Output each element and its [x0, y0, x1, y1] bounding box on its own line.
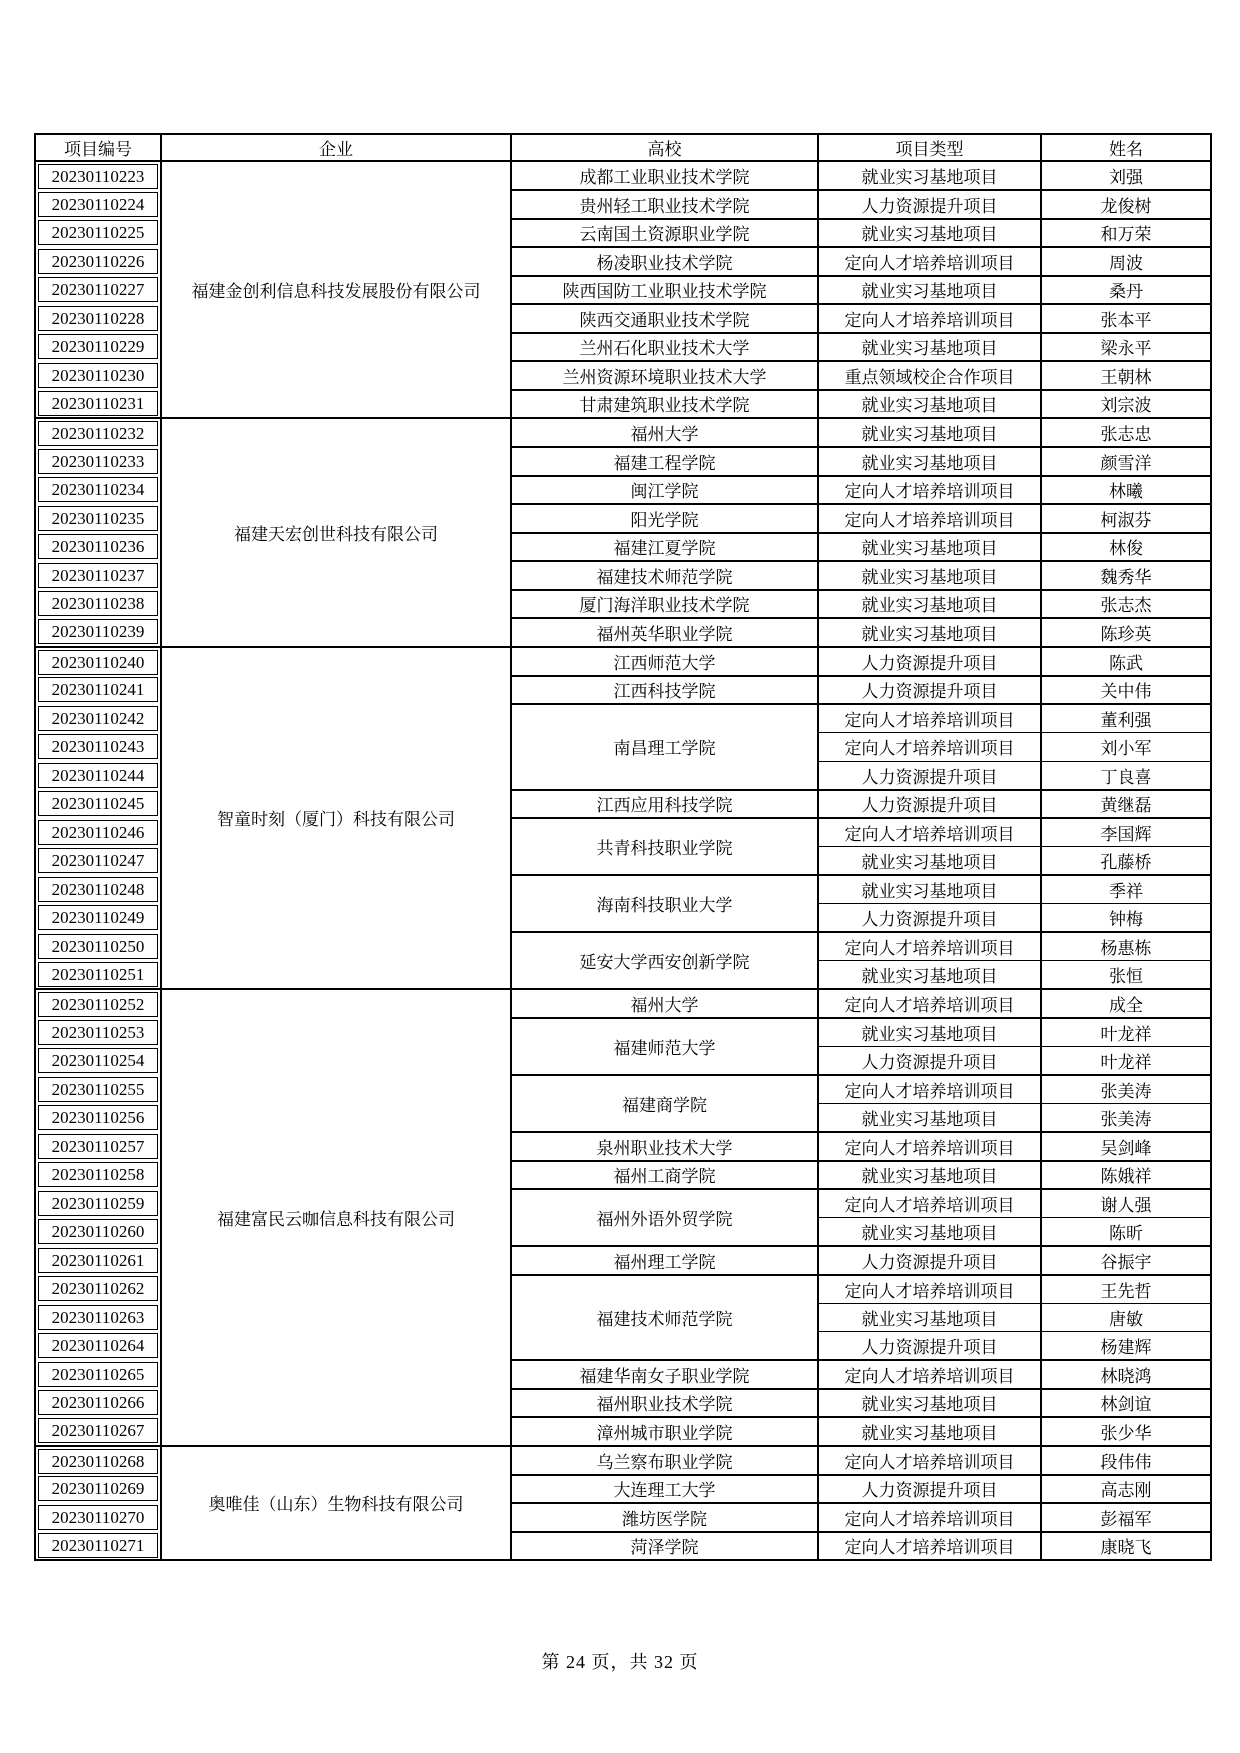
- project-id: 20230110259: [38, 1191, 158, 1216]
- person-name-cell: 刘强: [1041, 161, 1211, 190]
- project-type-cell: 就业实习基地项目: [818, 1161, 1041, 1190]
- project-id-cell: [35, 247, 161, 276]
- project-id: 20230110231: [38, 391, 158, 416]
- project-id-cell: [35, 1047, 161, 1076]
- project-type-cell: 人力资源提升项目: [818, 904, 1041, 933]
- school-cell: 延安大学西安创新学院: [511, 932, 818, 989]
- school-cell: 福州外语外贸学院: [511, 1189, 818, 1246]
- project-id: 20230110263: [38, 1305, 158, 1330]
- column-header: 项目类型: [818, 134, 1041, 161]
- project-id: 20230110243: [38, 734, 158, 759]
- person-name-cell: 杨惠栋: [1041, 932, 1211, 961]
- person-name-cell: 林曦: [1041, 476, 1211, 505]
- project-id: 20230110233: [38, 449, 158, 474]
- project-type-cell: 就业实习基地项目: [818, 1303, 1041, 1332]
- project-id: 20230110245: [38, 791, 158, 816]
- project-type-cell: 就业实习基地项目: [818, 1104, 1041, 1133]
- project-id-cell: [35, 1075, 161, 1104]
- project-id-cell: [35, 1446, 161, 1475]
- project-id: 20230110234: [38, 477, 158, 502]
- person-name-cell: 李国辉: [1041, 818, 1211, 847]
- project-id: 20230110253: [38, 1020, 158, 1045]
- person-name-cell: 陈珍英: [1041, 618, 1211, 647]
- project-id: 20230110258: [38, 1162, 158, 1187]
- project-id: 20230110237: [38, 563, 158, 588]
- project-id-cell: [35, 276, 161, 305]
- project-id-cell: [35, 1417, 161, 1446]
- school-cell: 厦门海洋职业技术学院: [511, 590, 818, 619]
- project-type-cell: 就业实习基地项目: [818, 961, 1041, 990]
- company-cell: 福建富民云咖信息科技有限公司: [161, 989, 511, 1446]
- project-id: 20230110244: [38, 763, 158, 788]
- table-row: [35, 418, 1211, 447]
- project-type-cell: 定向人才培养培训项目: [818, 1503, 1041, 1532]
- project-type-cell: 定向人才培养培训项目: [818, 733, 1041, 762]
- project-id-cell: [35, 904, 161, 933]
- project-id-cell: [35, 1189, 161, 1218]
- person-name-cell: 张美涛: [1041, 1075, 1211, 1104]
- project-id-cell: [35, 704, 161, 733]
- project-id-cell: [35, 219, 161, 248]
- project-id: 20230110232: [38, 421, 158, 446]
- project-id: 20230110255: [38, 1077, 158, 1102]
- person-name-cell: 周波: [1041, 247, 1211, 276]
- project-type-cell: 重点领域校企合作项目: [818, 361, 1041, 390]
- project-type-cell: 定向人才培养培训项目: [818, 304, 1041, 333]
- person-name-cell: 柯淑芬: [1041, 504, 1211, 533]
- project-type-cell: 定向人才培养培训项目: [818, 989, 1041, 1018]
- project-id: 20230110268: [38, 1449, 158, 1474]
- project-type-cell: 就业实习基地项目: [818, 333, 1041, 362]
- project-id-cell: [35, 818, 161, 847]
- person-name-cell: 钟梅: [1041, 904, 1211, 933]
- school-cell: 成都工业职业技术学院: [511, 161, 818, 190]
- school-cell: 菏泽学院: [511, 1532, 818, 1561]
- project-type-cell: 就业实习基地项目: [818, 1018, 1041, 1047]
- person-name-cell: 谢人强: [1041, 1189, 1211, 1218]
- project-id: 20230110229: [38, 334, 158, 359]
- person-name-cell: 段伟伟: [1041, 1446, 1211, 1475]
- project-id-cell: [35, 1132, 161, 1161]
- project-type-cell: 人力资源提升项目: [818, 1332, 1041, 1361]
- project-type-cell: 就业实习基地项目: [818, 447, 1041, 476]
- person-name-cell: 陈昕: [1041, 1218, 1211, 1247]
- project-id-cell: [35, 733, 161, 762]
- project-type-cell: 人力资源提升项目: [818, 190, 1041, 219]
- project-type-cell: 定向人才培养培训项目: [818, 1075, 1041, 1104]
- school-cell: 江西科技学院: [511, 676, 818, 705]
- person-name-cell: 梁永平: [1041, 333, 1211, 362]
- school-cell: 贵州轻工职业技术学院: [511, 190, 818, 219]
- project-id: 20230110260: [38, 1219, 158, 1244]
- table-row: [35, 161, 1211, 190]
- project-type-cell: 就业实习基地项目: [818, 1389, 1041, 1418]
- table-row: [35, 647, 1211, 676]
- school-cell: 云南国土资源职业学院: [511, 219, 818, 248]
- project-type-cell: 就业实习基地项目: [818, 161, 1041, 190]
- person-name-cell: 高志刚: [1041, 1475, 1211, 1504]
- person-name-cell: 王朝林: [1041, 361, 1211, 390]
- project-id: 20230110240: [38, 650, 158, 675]
- company-cell: 智童时刻（厦门）科技有限公司: [161, 647, 511, 990]
- school-cell: 福建江夏学院: [511, 533, 818, 562]
- project-id-cell: [35, 390, 161, 419]
- person-name-cell: 丁良喜: [1041, 761, 1211, 790]
- project-id-cell: [35, 1218, 161, 1247]
- person-name-cell: 林晓鸿: [1041, 1360, 1211, 1389]
- project-id: 20230110228: [38, 306, 158, 331]
- project-id-cell: [35, 161, 161, 190]
- school-cell: 陕西国防工业职业技术学院: [511, 276, 818, 305]
- school-cell: 兰州资源环境职业技术大学: [511, 361, 818, 390]
- column-header: 企业: [161, 134, 511, 161]
- project-id: 20230110248: [38, 877, 158, 902]
- project-id-cell: [35, 561, 161, 590]
- project-id-cell: [35, 533, 161, 562]
- project-type-cell: 人力资源提升项目: [818, 1047, 1041, 1076]
- person-name-cell: 叶龙祥: [1041, 1047, 1211, 1076]
- table-row: [35, 1446, 1211, 1475]
- school-cell: 福州工商学院: [511, 1161, 818, 1190]
- person-name-cell: 魏秀华: [1041, 561, 1211, 590]
- project-id: 20230110270: [38, 1505, 158, 1530]
- project-type-cell: 就业实习基地项目: [818, 533, 1041, 562]
- school-cell: 阳光学院: [511, 504, 818, 533]
- school-cell: 乌兰察布职业学院: [511, 1446, 818, 1475]
- person-name-cell: 彭福军: [1041, 1503, 1211, 1532]
- person-name-cell: 陈娥祥: [1041, 1161, 1211, 1190]
- project-type-cell: 人力资源提升项目: [818, 676, 1041, 705]
- project-type-cell: 就业实习基地项目: [818, 276, 1041, 305]
- person-name-cell: 张少华: [1041, 1417, 1211, 1446]
- column-header: 姓名: [1041, 134, 1211, 161]
- project-id-cell: [35, 961, 161, 990]
- project-type-cell: 就业实习基地项目: [818, 219, 1041, 248]
- school-cell: 大连理工大学: [511, 1475, 818, 1504]
- project-type-cell: 定向人才培养培训项目: [818, 932, 1041, 961]
- person-name-cell: 和万荣: [1041, 219, 1211, 248]
- project-id-cell: [35, 1503, 161, 1532]
- project-id: 20230110251: [38, 962, 158, 987]
- project-id: 20230110266: [38, 1390, 158, 1415]
- project-type-cell: 定向人才培养培训项目: [818, 504, 1041, 533]
- project-id-cell: [35, 590, 161, 619]
- project-id: 20230110224: [38, 192, 158, 217]
- person-name-cell: 谷振宇: [1041, 1246, 1211, 1275]
- project-id-cell: [35, 989, 161, 1018]
- school-cell: 兰州石化职业技术大学: [511, 333, 818, 362]
- person-name-cell: 康晓飞: [1041, 1532, 1211, 1561]
- school-cell: 福建技术师范学院: [511, 1275, 818, 1361]
- project-id: 20230110254: [38, 1048, 158, 1073]
- project-id: 20230110242: [38, 706, 158, 731]
- person-name-cell: 龙俊树: [1041, 190, 1211, 219]
- project-id-cell: [35, 1018, 161, 1047]
- project-id-cell: [35, 361, 161, 390]
- project-id: 20230110264: [38, 1333, 158, 1358]
- project-id: 20230110271: [38, 1533, 158, 1558]
- project-type-cell: 人力资源提升项目: [818, 790, 1041, 819]
- school-cell: 海南科技职业大学: [511, 875, 818, 932]
- project-type-cell: 就业实习基地项目: [818, 875, 1041, 904]
- project-type-cell: 就业实习基地项目: [818, 618, 1041, 647]
- project-id: 20230110223: [38, 164, 158, 189]
- person-name-cell: 季祥: [1041, 875, 1211, 904]
- person-name-cell: 张美涛: [1041, 1104, 1211, 1133]
- projects-table: [34, 133, 1212, 1561]
- project-id: 20230110227: [38, 277, 158, 302]
- school-cell: 福州职业技术学院: [511, 1389, 818, 1418]
- school-cell: 江西应用科技学院: [511, 790, 818, 819]
- project-id-cell: [35, 761, 161, 790]
- project-id: 20230110267: [38, 1418, 158, 1443]
- project-id-cell: [35, 875, 161, 904]
- column-header: 高校: [511, 134, 818, 161]
- school-cell: 福建商学院: [511, 1075, 818, 1132]
- project-id: 20230110257: [38, 1134, 158, 1159]
- project-id-cell: [35, 1303, 161, 1332]
- project-id-cell: [35, 618, 161, 647]
- project-id: 20230110252: [38, 992, 158, 1017]
- project-id-cell: [35, 647, 161, 676]
- project-id: 20230110265: [38, 1362, 158, 1387]
- project-id: 20230110256: [38, 1105, 158, 1130]
- person-name-cell: 黄继磊: [1041, 790, 1211, 819]
- project-id-cell: [35, 190, 161, 219]
- school-cell: 南昌理工学院: [511, 704, 818, 790]
- school-cell: 共青科技职业学院: [511, 818, 818, 875]
- person-name-cell: 叶龙祥: [1041, 1018, 1211, 1047]
- person-name-cell: 孔藤桥: [1041, 847, 1211, 876]
- project-type-cell: 就业实习基地项目: [818, 561, 1041, 590]
- project-id: 20230110235: [38, 506, 158, 531]
- person-name-cell: 张本平: [1041, 304, 1211, 333]
- project-type-cell: 人力资源提升项目: [818, 761, 1041, 790]
- school-cell: 江西师范大学: [511, 647, 818, 676]
- person-name-cell: 刘宗波: [1041, 390, 1211, 419]
- person-name-cell: 唐敏: [1041, 1303, 1211, 1332]
- project-id: 20230110241: [38, 677, 158, 702]
- company-cell: 福建金创利信息科技发展股份有限公司: [161, 161, 511, 418]
- project-type-cell: 就业实习基地项目: [818, 1218, 1041, 1247]
- person-name-cell: 林剑谊: [1041, 1389, 1211, 1418]
- project-type-cell: 就业实习基地项目: [818, 418, 1041, 447]
- project-type-cell: 定向人才培养培训项目: [818, 1532, 1041, 1561]
- project-id-cell: [35, 1275, 161, 1304]
- project-type-cell: 定向人才培养培训项目: [818, 1132, 1041, 1161]
- project-id-cell: [35, 333, 161, 362]
- page-footer: 第 24 页，共 32 页: [541, 1652, 699, 1672]
- project-id-cell: [35, 1532, 161, 1561]
- person-name-cell: 张志忠: [1041, 418, 1211, 447]
- project-type-cell: 就业实习基地项目: [818, 1417, 1041, 1446]
- project-id: 20230110262: [38, 1276, 158, 1301]
- project-id: 20230110238: [38, 591, 158, 616]
- person-name-cell: 颜雪洋: [1041, 447, 1211, 476]
- school-cell: 福建师范大学: [511, 1018, 818, 1075]
- project-id: 20230110250: [38, 934, 158, 959]
- project-id-cell: [35, 304, 161, 333]
- school-cell: 福州英华职业学院: [511, 618, 818, 647]
- person-name-cell: 王先哲: [1041, 1275, 1211, 1304]
- project-id: 20230110247: [38, 848, 158, 873]
- project-id-cell: [35, 1332, 161, 1361]
- project-id-cell: [35, 476, 161, 505]
- column-header: 项目编号: [35, 134, 161, 161]
- project-id: 20230110225: [38, 220, 158, 245]
- school-cell: 福州大学: [511, 418, 818, 447]
- person-name-cell: 关中伟: [1041, 676, 1211, 705]
- project-id-cell: [35, 847, 161, 876]
- project-id: 20230110261: [38, 1248, 158, 1273]
- table-row: [35, 989, 1211, 1018]
- project-type-cell: 定向人才培养培训项目: [818, 818, 1041, 847]
- project-type-cell: 定向人才培养培训项目: [818, 1189, 1041, 1218]
- project-type-cell: 就业实习基地项目: [818, 590, 1041, 619]
- person-name-cell: 刘小军: [1041, 733, 1211, 762]
- project-id-cell: [35, 1389, 161, 1418]
- project-id: 20230110269: [38, 1476, 158, 1501]
- person-name-cell: 陈武: [1041, 647, 1211, 676]
- person-name-cell: 张恒: [1041, 961, 1211, 990]
- project-id-cell: [35, 1475, 161, 1504]
- project-id: 20230110236: [38, 534, 158, 559]
- project-id-cell: [35, 447, 161, 476]
- project-type-cell: 定向人才培养培训项目: [818, 1360, 1041, 1389]
- project-id-cell: [35, 1104, 161, 1133]
- school-cell: 福建华南女子职业学院: [511, 1360, 818, 1389]
- person-name-cell: 成全: [1041, 989, 1211, 1018]
- project-type-cell: 定向人才培养培训项目: [818, 247, 1041, 276]
- person-name-cell: 桑丹: [1041, 276, 1211, 305]
- school-cell: 杨凌职业技术学院: [511, 247, 818, 276]
- company-cell: 福建天宏创世科技有限公司: [161, 418, 511, 647]
- person-name-cell: 董利强: [1041, 704, 1211, 733]
- company-cell: 奥唯佳（山东）生物科技有限公司: [161, 1446, 511, 1561]
- project-type-cell: 人力资源提升项目: [818, 1475, 1041, 1504]
- project-type-cell: 人力资源提升项目: [818, 1246, 1041, 1275]
- person-name-cell: 张志杰: [1041, 590, 1211, 619]
- project-id-cell: [35, 418, 161, 447]
- school-cell: 闽江学院: [511, 476, 818, 505]
- project-type-cell: 人力资源提升项目: [818, 647, 1041, 676]
- school-cell: 福州大学: [511, 989, 818, 1018]
- project-id-cell: [35, 932, 161, 961]
- table-header-row: [35, 134, 1211, 161]
- project-type-cell: 就业实习基地项目: [818, 390, 1041, 419]
- project-type-cell: 定向人才培养培训项目: [818, 1446, 1041, 1475]
- school-cell: 陕西交通职业技术学院: [511, 304, 818, 333]
- school-cell: 潍坊医学院: [511, 1503, 818, 1532]
- school-cell: 福建技术师范学院: [511, 561, 818, 590]
- project-type-cell: 定向人才培养培训项目: [818, 1275, 1041, 1304]
- project-type-cell: 就业实习基地项目: [818, 847, 1041, 876]
- project-id-cell: [35, 1360, 161, 1389]
- project-id-cell: [35, 1161, 161, 1190]
- project-id-cell: [35, 676, 161, 705]
- project-id: 20230110226: [38, 249, 158, 274]
- school-cell: 泉州职业技术大学: [511, 1132, 818, 1161]
- project-id: 20230110230: [38, 363, 158, 388]
- project-id-cell: [35, 790, 161, 819]
- person-name-cell: 林俊: [1041, 533, 1211, 562]
- school-cell: 漳州城市职业学院: [511, 1417, 818, 1446]
- project-type-cell: 定向人才培养培训项目: [818, 704, 1041, 733]
- school-cell: 福州理工学院: [511, 1246, 818, 1275]
- person-name-cell: 杨建辉: [1041, 1332, 1211, 1361]
- project-id: 20230110239: [38, 619, 158, 644]
- project-id-cell: [35, 1246, 161, 1275]
- person-name-cell: 吴剑峰: [1041, 1132, 1211, 1161]
- school-cell: 福建工程学院: [511, 447, 818, 476]
- project-id: 20230110246: [38, 820, 158, 845]
- project-id: 20230110249: [38, 905, 158, 930]
- project-id-cell: [35, 504, 161, 533]
- project-type-cell: 定向人才培养培训项目: [818, 476, 1041, 505]
- school-cell: 甘肃建筑职业技术学院: [511, 390, 818, 419]
